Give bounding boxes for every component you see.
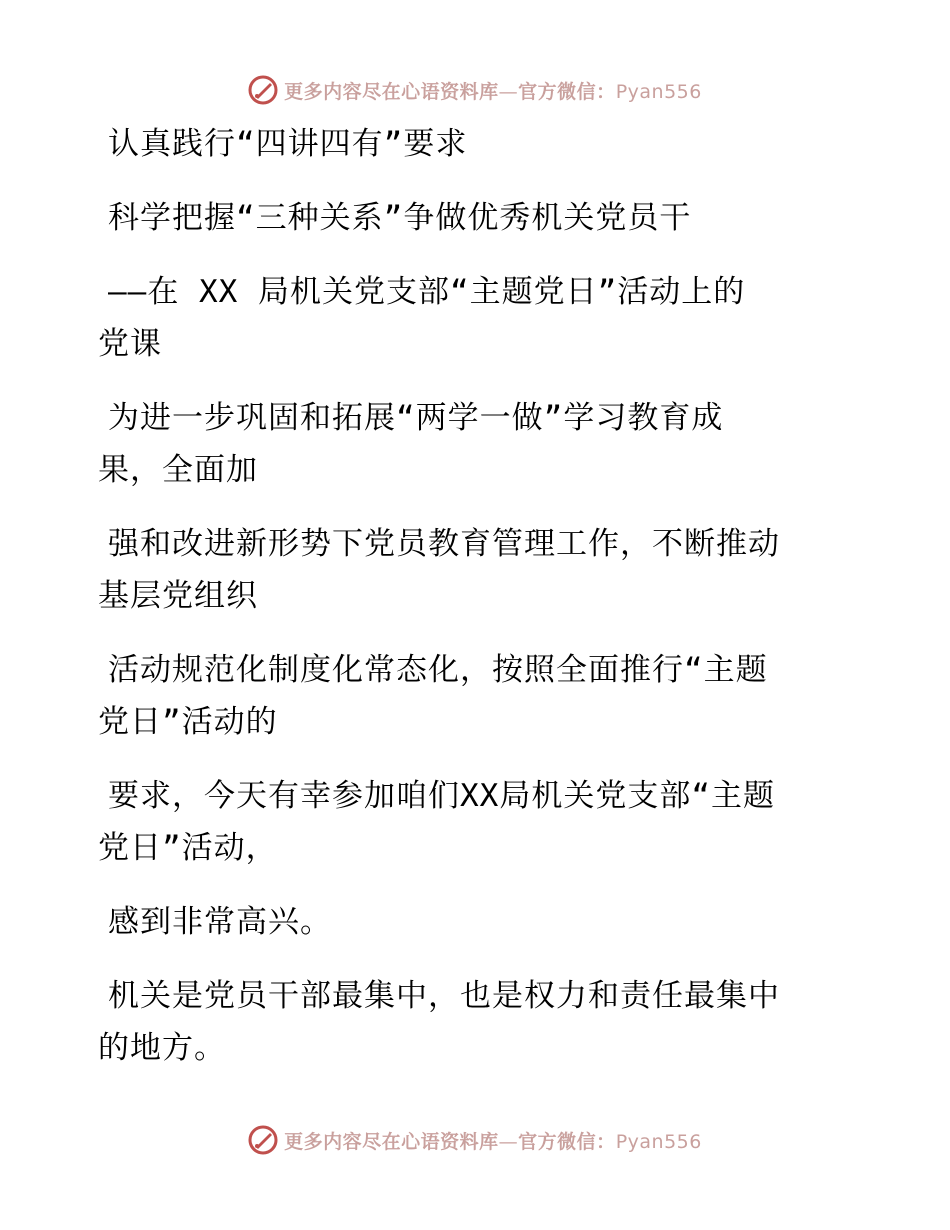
banner-separator: — (498, 1130, 519, 1153)
header-banner (0, 70, 950, 110)
paragraph (98, 770, 858, 874)
banner-text (284, 77, 702, 104)
paragraph-line: 科学把握“三种关系”争做优秀机关党员干 (108, 200, 692, 236)
paragraph-continuation-line: 的地方。 (98, 1030, 226, 1066)
paragraph-line: 为进一步巩固和拓展“两学一做”学习教育成 (108, 400, 724, 436)
paragraph (98, 266, 858, 370)
paragraph-line: 强和改进新形势下党员教育管理工作，不断推动 (108, 526, 780, 562)
paragraph (98, 392, 858, 496)
banner-site-text: 更多内容尽在心语资料库 (284, 80, 499, 103)
quill-pen-logo-icon (248, 75, 278, 105)
paragraph-continuation-line: 党日”活动， (98, 830, 278, 866)
paragraph-line: 认真践行“四讲四有”要求 (108, 126, 468, 162)
banner-separator: — (498, 80, 519, 103)
paragraph-line: 感到非常高兴。 (108, 904, 332, 940)
paragraph (98, 970, 858, 1074)
banner-text (284, 1127, 702, 1154)
paragraph-line: 要求，今天有幸参加咱们XX局机关党支部“主题 (108, 778, 775, 814)
footer-banner (0, 1120, 950, 1160)
paragraph (98, 896, 858, 948)
paragraph-line: 机关是党员干部最集中，也是权力和责任最集中 (108, 978, 780, 1014)
paragraph-line: ——在 XX 局机关党支部“主题党日”活动上的 (108, 274, 746, 310)
banner-wechat-id: Pyan556 (615, 80, 702, 103)
banner-wechat-label: 官方微信： (518, 80, 616, 103)
paragraph (98, 518, 858, 622)
paragraph-continuation-line: 党课 (98, 326, 162, 362)
document-body (98, 118, 858, 1096)
banner-site-text: 更多内容尽在心语资料库 (284, 1130, 499, 1153)
quill-pen-logo-icon (248, 1125, 278, 1155)
paragraph (98, 192, 858, 244)
paragraph (98, 644, 858, 748)
paragraph-continuation-line: 基层党组织 (98, 578, 258, 614)
paragraph-continuation-line: 党日”活动的 (98, 704, 278, 740)
banner-wechat-label: 官方微信： (518, 1130, 616, 1153)
paragraph (98, 118, 858, 170)
paragraph-line: 活动规范化制度化常态化，按照全面推行“主题 (108, 652, 768, 688)
banner-wechat-id: Pyan556 (615, 1130, 702, 1153)
paragraph-continuation-line: 果，全面加 (98, 452, 258, 488)
